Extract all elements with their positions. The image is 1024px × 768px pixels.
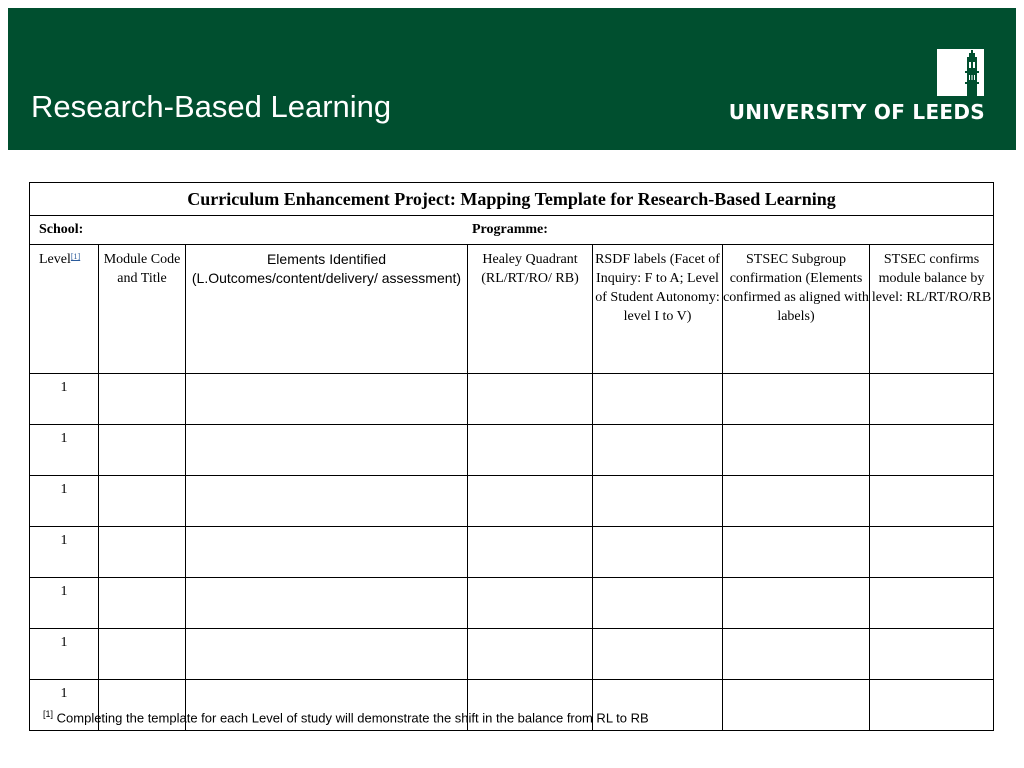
stsec-balance-cell[interactable] xyxy=(870,578,994,629)
rsdf-cell[interactable] xyxy=(593,476,723,527)
university-wordmark: UNIVERSITY OF LEEDS xyxy=(728,100,985,124)
programme-label: Programme: xyxy=(472,222,548,237)
school-label: School: xyxy=(39,222,84,237)
table-title: Curriculum Enhancement Project: Mapping Template for Research-Based Learning xyxy=(30,183,994,216)
column-header-row xyxy=(30,245,994,374)
page-title: Research-Based Learning xyxy=(31,89,392,124)
rsdf-cell[interactable] xyxy=(593,527,723,578)
stsec-subgroup-cell[interactable] xyxy=(723,374,870,425)
stsec-subgroup-cell[interactable] xyxy=(723,476,870,527)
stsec-subgroup-cell[interactable] xyxy=(723,680,870,731)
column-header-rsdf: RSDF labels (Facet of Inquiry: F to A; Level of Student Autonomy: level I to V) xyxy=(593,245,723,374)
module-cell[interactable] xyxy=(99,425,186,476)
level-cell: 1 xyxy=(30,629,99,680)
stsec-subgroup-cell[interactable] xyxy=(723,425,870,476)
module-cell[interactable] xyxy=(99,374,186,425)
healey-cell[interactable] xyxy=(468,425,593,476)
healey-cell[interactable] xyxy=(468,629,593,680)
table-row xyxy=(30,425,994,476)
stsec-balance-cell[interactable] xyxy=(870,629,994,680)
elements-cell[interactable] xyxy=(186,578,468,629)
column-header-level: Level[1] xyxy=(30,245,99,374)
level-cell: 1 xyxy=(30,374,99,425)
stsec-balance-cell[interactable] xyxy=(870,527,994,578)
table-row xyxy=(30,527,994,578)
stsec-subgroup-cell[interactable] xyxy=(723,527,870,578)
elements-cell[interactable] xyxy=(186,527,468,578)
healey-cell[interactable] xyxy=(468,578,593,629)
footnote xyxy=(43,709,649,725)
level-cell: 1 xyxy=(30,476,99,527)
table-row xyxy=(30,629,994,680)
rsdf-cell[interactable] xyxy=(593,578,723,629)
healey-cell[interactable] xyxy=(468,527,593,578)
healey-cell[interactable] xyxy=(468,374,593,425)
level-cell: 1 xyxy=(30,680,99,731)
column-header-stsec-subgroup: STSEC Subgroup confirmation (Elements confirmed as aligned with labels) xyxy=(723,245,870,374)
elements-cell[interactable] xyxy=(186,629,468,680)
level-cell: 1 xyxy=(30,425,99,476)
rsdf-cell[interactable] xyxy=(593,425,723,476)
healey-cell[interactable] xyxy=(468,476,593,527)
stsec-subgroup-cell[interactable] xyxy=(723,578,870,629)
elements-cell[interactable] xyxy=(186,476,468,527)
level-cell: 1 xyxy=(30,578,99,629)
table-row xyxy=(30,578,994,629)
mapping-template-table xyxy=(29,182,994,731)
elements-cell[interactable] xyxy=(186,374,468,425)
rsdf-cell[interactable] xyxy=(593,629,723,680)
stsec-balance-cell[interactable] xyxy=(870,374,994,425)
column-header-stsec-balance: STSEC confirms module balance by level: RL/RT/RO/RB xyxy=(870,245,994,374)
stsec-balance-cell[interactable] xyxy=(870,476,994,527)
column-header-module: Module Code and Title xyxy=(99,245,186,374)
level-cell: 1 xyxy=(30,527,99,578)
table-row xyxy=(30,374,994,425)
school-programme-row xyxy=(30,216,994,245)
module-cell[interactable] xyxy=(99,527,186,578)
stsec-subgroup-cell[interactable] xyxy=(723,629,870,680)
rsdf-cell[interactable] xyxy=(593,374,723,425)
footnote-marker: [1] xyxy=(43,709,54,719)
stsec-balance-cell[interactable] xyxy=(870,425,994,476)
university-crest-icon xyxy=(937,49,984,96)
footnote-ref-link[interactable]: [1] xyxy=(70,252,81,261)
footnote-text: Completing the template for each Level of study will demonstrate the shift in the balance from RL to RB xyxy=(56,710,649,726)
module-cell[interactable] xyxy=(99,476,186,527)
column-header-elements: Elements Identified (L.Outcomes/content/delivery/ assessment) xyxy=(186,245,468,374)
module-cell[interactable] xyxy=(99,629,186,680)
elements-cell[interactable] xyxy=(186,425,468,476)
table-row xyxy=(30,476,994,527)
stsec-balance-cell[interactable] xyxy=(870,680,994,731)
header-banner xyxy=(8,8,1016,150)
module-cell[interactable] xyxy=(99,578,186,629)
column-header-healey: Healey Quadrant (RL/RT/RO/ RB) xyxy=(468,245,593,374)
